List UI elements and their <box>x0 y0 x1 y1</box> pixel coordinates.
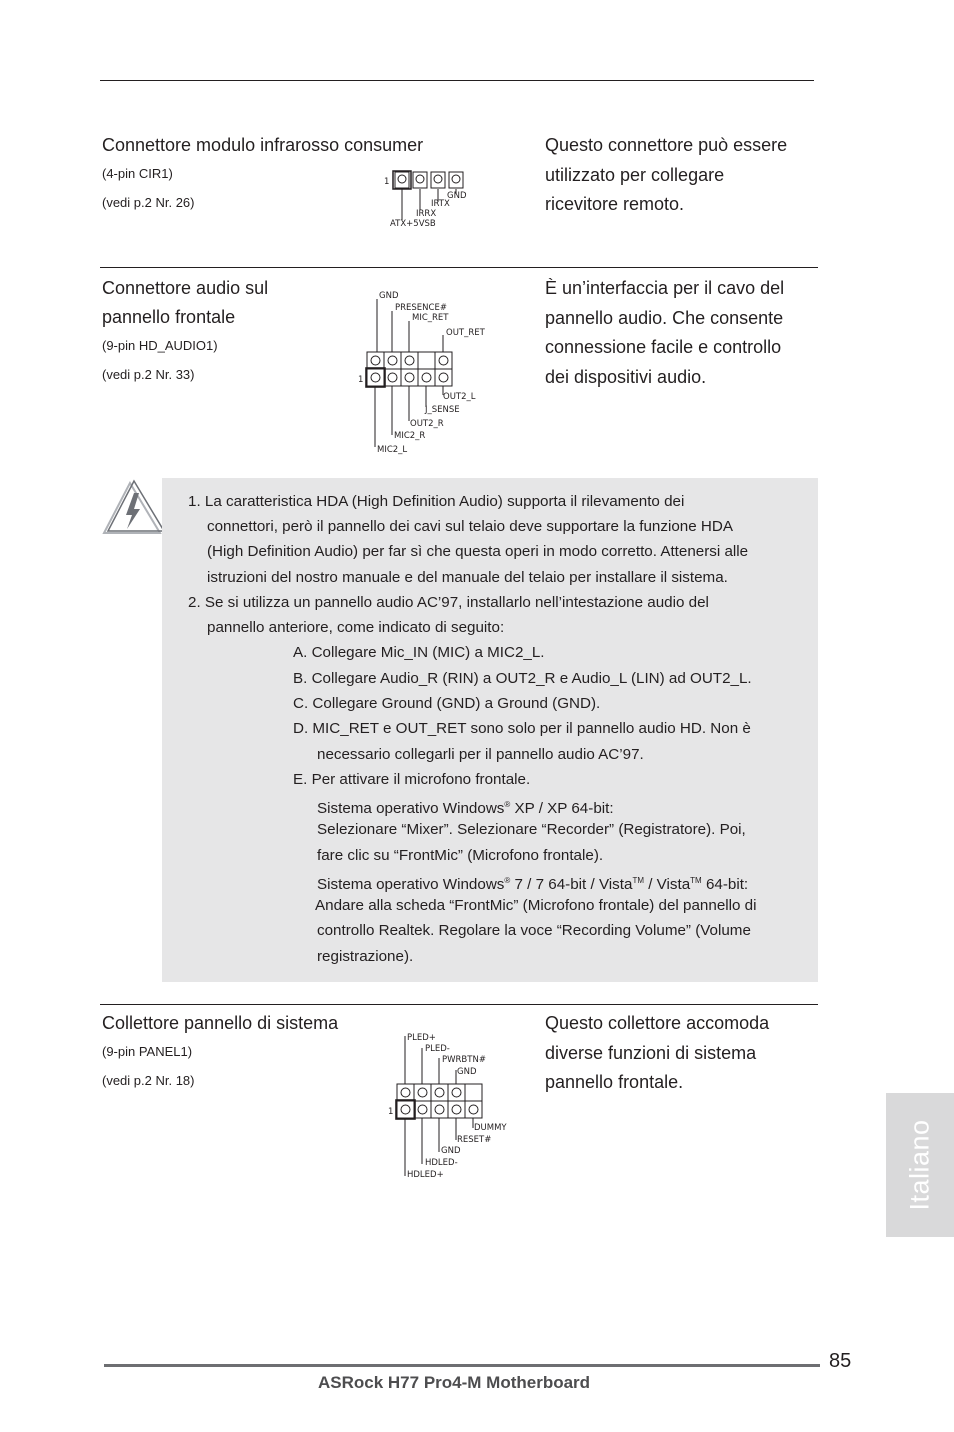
note-line: E. Per attivare il microfono frontale. <box>293 771 531 788</box>
note-line: 1. La caratteristica HDA (High Definition Audio) supporta il rilevamento dei <box>188 493 685 510</box>
panel-pin-diagram <box>385 1028 520 1180</box>
audio-pin-out2-l: OUT2_L <box>443 392 476 402</box>
section-rule <box>100 267 818 268</box>
note-line: necessario collegarli per il pannello audio AC’97. <box>317 746 644 763</box>
note-line: connettori, però il pannello dei cavi sul telaio deve supportare la funzione HDA <box>207 518 733 535</box>
audio-desc <box>545 274 784 392</box>
footer-rule <box>104 1364 820 1367</box>
audio-pin-mic2-l: MIC2_L <box>377 445 408 455</box>
page-number: 85 <box>829 1350 852 1372</box>
cir-pin-one: 1 <box>384 177 390 187</box>
panel-desc <box>545 1009 769 1098</box>
cir-pin: (4-pin CIR1) <box>102 166 173 181</box>
audio-pin-one: 1 <box>358 375 364 385</box>
note-line: istruzioni del nostro manuale e del manuale del telaio per installare il sistema. <box>207 569 728 586</box>
note-text-span: Sistema operativo Windows <box>317 800 505 818</box>
audio-ref: (vedi p.2 Nr. 33) <box>102 367 195 382</box>
top-rule <box>100 80 814 81</box>
audio-pin-gnd: GND <box>379 291 399 301</box>
note-line: controllo Realtek. Regolare la voce “Recording Volume” (Volume <box>317 922 751 939</box>
cir-pin-irrx: IRRX <box>416 209 437 219</box>
panel-desc-line: Questo collettore accomoda <box>545 1013 770 1033</box>
panel-desc-line: diverse funzioni di sistema <box>545 1042 757 1063</box>
audio-desc-line: connessione facile e controllo <box>545 337 782 357</box>
panel-pin-pled-plus: PLED+ <box>407 1033 436 1043</box>
note-text-span: Sistema operativo Windows <box>317 876 505 894</box>
note-text-span: / Vista <box>644 876 691 894</box>
panel-pin-pled-minus: PLED- <box>425 1044 450 1054</box>
audio-pin-mic2-r: MIC2_R <box>394 431 426 441</box>
cir-pin-irtx: IRTX <box>431 199 450 209</box>
cir-desc-line: ricevitore remoto. <box>545 194 685 214</box>
cir-pin-gnd: GND <box>447 191 467 201</box>
panel-pin-gnd-top: GND <box>457 1067 477 1077</box>
audio-pin-out-ret: OUT_RET <box>446 328 485 338</box>
audio-desc-line: pannello audio. Che consente <box>545 307 784 328</box>
audio-desc-line: È un’interfaccia per il cavo del <box>545 278 785 298</box>
panel-desc-line: pannello frontale. <box>545 1072 684 1092</box>
note-line: fare clic su “FrontMic” (Microfono frontale). <box>317 847 604 864</box>
note-line: A. Collegare Mic_IN (MIC) a MIC2_L. <box>293 644 545 661</box>
audio-pin-mic-ret: MIC_RET <box>412 313 449 323</box>
audio-pin-out2-r: OUT2_R <box>410 419 444 429</box>
panel-pin-dummy: DUMMY <box>474 1123 507 1133</box>
note-text-span: 7 / 7 64-bit / Vista <box>510 876 633 894</box>
note-line: D. MIC_RET e OUT_RET sono solo per il pannello audio HD. Non è <box>293 720 751 737</box>
audio-pin: (9-pin HD_AUDIO1) <box>102 338 218 353</box>
cir-desc <box>545 131 787 220</box>
audio-pin-presence: PRESENCE# <box>395 303 447 313</box>
note-text-span: 64-bit: <box>701 876 749 894</box>
trademark: TM <box>632 876 644 885</box>
panel-ref: (vedi p.2 Nr. 18) <box>102 1073 195 1088</box>
note-line: B. Collegare Audio_R (RIN) a OUT2_R e Audio_L (LIN) ad OUT2_L. <box>293 670 752 687</box>
panel-pin-pwrbtn: PWRBTN# <box>442 1055 486 1065</box>
panel-pin-one: 1 <box>388 1107 394 1117</box>
cir-ref: (vedi p.2 Nr. 26) <box>102 195 195 210</box>
panel-pin-reset: RESET# <box>457 1135 492 1145</box>
footer-title: ASRock H77 Pro4-M Motherboard <box>318 1373 591 1392</box>
cir-pin-diagram <box>380 165 480 231</box>
panel-title: Collettore pannello di sistema <box>102 1013 339 1033</box>
note-line: (High Definition Audio) per far sì che questa operi in modo corretto. Attenersi alle <box>207 543 749 560</box>
note-line: Selezionare “Mixer”. Selezionare “Recorder” (Registratore). Poi, <box>317 821 746 838</box>
cir-title: Connettore modulo infrarosso consumer <box>102 135 424 155</box>
trademark: TM <box>690 876 702 885</box>
cir-desc-line: Questo connettore può essere <box>545 135 788 155</box>
cir-pin-atx: ATX+5VSB <box>390 219 436 229</box>
language-side-tab <box>886 1093 954 1237</box>
audio-title <box>102 274 268 332</box>
audio-pin-j-sense: J_SENSE <box>425 405 460 415</box>
note-text-span: XP / XP 64-bit: <box>510 800 614 818</box>
section-rule <box>100 1004 818 1005</box>
language-side-tab-label: Italiano <box>904 1119 935 1211</box>
registered-mark: ® <box>504 876 511 885</box>
warning-lightning-icon <box>100 479 164 537</box>
audio-title-line: pannello frontale <box>102 307 236 327</box>
note-line: 2. Se si utilizza un pannello audio AC’97, installarlo nell’intestazione audio del <box>188 594 709 611</box>
cir-desc-line: utilizzato per collegare <box>545 164 725 185</box>
note-line: pannello anteriore, come indicato di seguito: <box>207 619 505 636</box>
note-line: C. Collegare Ground (GND) a Ground (GND). <box>293 695 601 712</box>
panel-pin: (9-pin PANEL1) <box>102 1044 193 1059</box>
panel-pin-gnd-bottom: GND <box>441 1146 461 1156</box>
panel-pin-hdled-minus: HDLED- <box>425 1158 458 1168</box>
panel-pin-hdled-plus: HDLED+ <box>407 1170 444 1180</box>
audio-title-line: Connettore audio sul <box>102 278 269 298</box>
note-line: Andare alla scheda “FrontMic” (Microfono frontale) del pannello di <box>315 897 757 914</box>
audio-pin-diagram <box>355 285 495 457</box>
audio-desc-line: dei dispositivi audio. <box>545 366 707 387</box>
note-line: registrazione). <box>317 948 414 965</box>
registered-mark: ® <box>504 800 511 809</box>
